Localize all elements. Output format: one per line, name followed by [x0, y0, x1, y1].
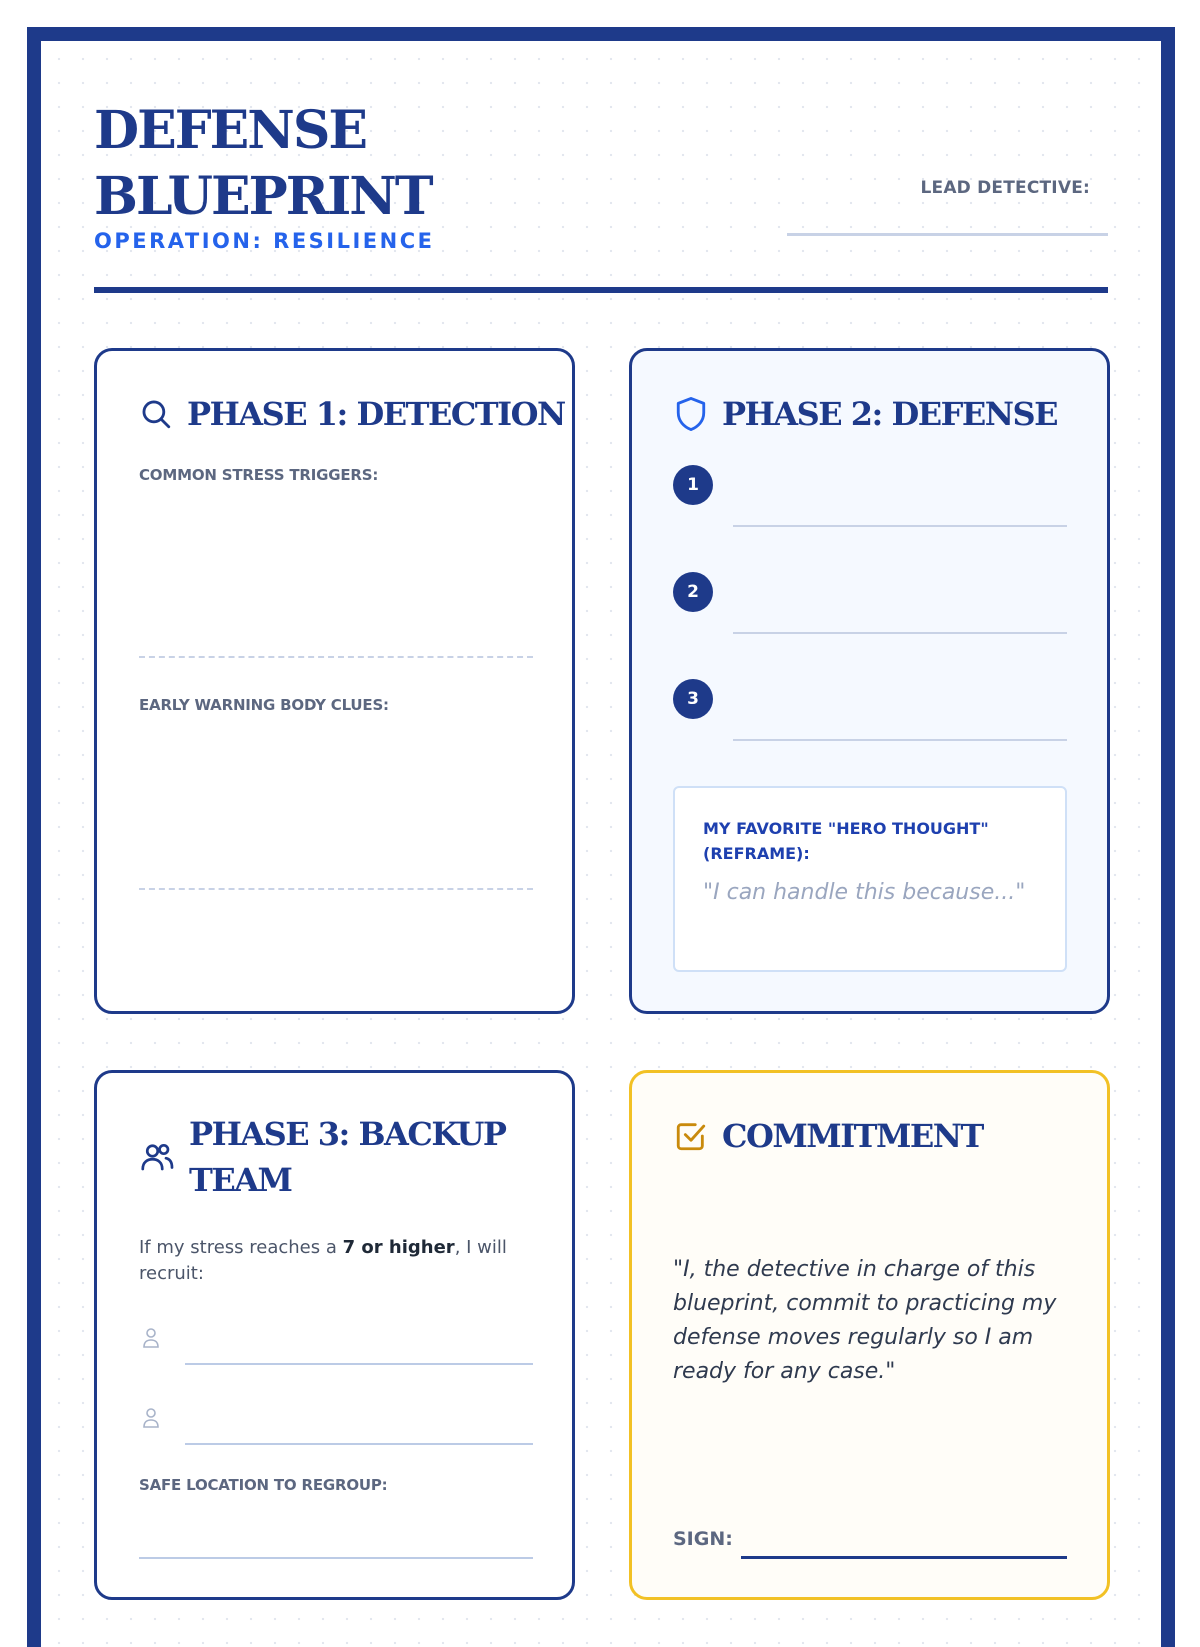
step-2-field[interactable] — [733, 632, 1067, 634]
phase-3-title-line-1: PHASE 3: BACKUP — [189, 1115, 506, 1153]
body-clues-label: EARLY WARNING BODY CLUES: — [139, 696, 389, 714]
phase-2-header — [674, 391, 1057, 437]
hero-thought-label: MY FAVORITE "HERO THOUGHT" (REFRAME): — [703, 819, 989, 863]
instruction-text-end: , I will recruit: — [139, 1237, 507, 1284]
header-divider — [94, 287, 1108, 293]
phase-3-title — [189, 1111, 505, 1203]
backup-person-2-field[interactable] — [185, 1443, 533, 1445]
phase-3-card — [94, 1070, 575, 1600]
step-number: 3 — [673, 679, 713, 719]
stress-triggers-label: COMMON STRESS TRIGGERS: — [139, 466, 379, 484]
step-3-field[interactable] — [733, 739, 1067, 741]
commitment-title: COMMITMENT — [722, 1117, 983, 1155]
signature-field[interactable] — [741, 1556, 1067, 1559]
backup-person-1-field[interactable] — [185, 1363, 533, 1365]
users-icon — [139, 1139, 175, 1175]
phase-3-title-line-2: TEAM — [189, 1161, 292, 1199]
hero-thought-box[interactable] — [673, 786, 1067, 972]
instruction-text: If my stress reaches a — [139, 1237, 343, 1258]
phase-3-header — [139, 1111, 505, 1203]
commitment-card — [629, 1070, 1110, 1600]
lead-detective-field[interactable] — [787, 233, 1108, 236]
title-line-1: DEFENSE — [94, 100, 366, 161]
phase-1-card — [94, 348, 575, 1014]
commitment-header — [674, 1113, 983, 1159]
checkbox-icon — [674, 1119, 708, 1153]
shield-icon — [674, 395, 708, 433]
body-clues-field[interactable] — [139, 888, 533, 890]
sign-label: SIGN: — [673, 1528, 733, 1550]
step-number: 1 — [673, 465, 713, 505]
instruction-threshold: 7 or higher — [342, 1237, 455, 1258]
backup-instruction — [139, 1235, 539, 1287]
page-subtitle: OPERATION: RESILIENCE — [94, 229, 435, 253]
phase-2-title: PHASE 2: DEFENSE — [722, 395, 1057, 433]
title-line-2: BLUEPRINT — [94, 166, 432, 227]
commitment-quote: "I, the detective in charge of this blueprint, commit to practicing my defense moves regularly so I am ready for any case." — [673, 1257, 1057, 1384]
safe-location-field[interactable] — [139, 1557, 533, 1559]
page-title — [94, 98, 432, 230]
person-icon — [141, 1406, 161, 1434]
safe-location-label: SAFE LOCATION TO REGROUP: — [139, 1476, 388, 1494]
lead-detective-label: LEAD DETECTIVE: — [920, 178, 1090, 198]
step-number: 2 — [673, 572, 713, 612]
search-icon — [139, 397, 173, 431]
person-icon — [141, 1326, 161, 1354]
step-1-field[interactable] — [733, 525, 1067, 527]
hero-thought-placeholder: "I can handle this because..." — [703, 880, 1026, 905]
phase-1-header — [139, 391, 565, 437]
stress-triggers-field[interactable] — [139, 656, 533, 658]
phase-2-card — [629, 348, 1110, 1014]
phase-1-title: PHASE 1: DETECTION — [187, 395, 565, 433]
